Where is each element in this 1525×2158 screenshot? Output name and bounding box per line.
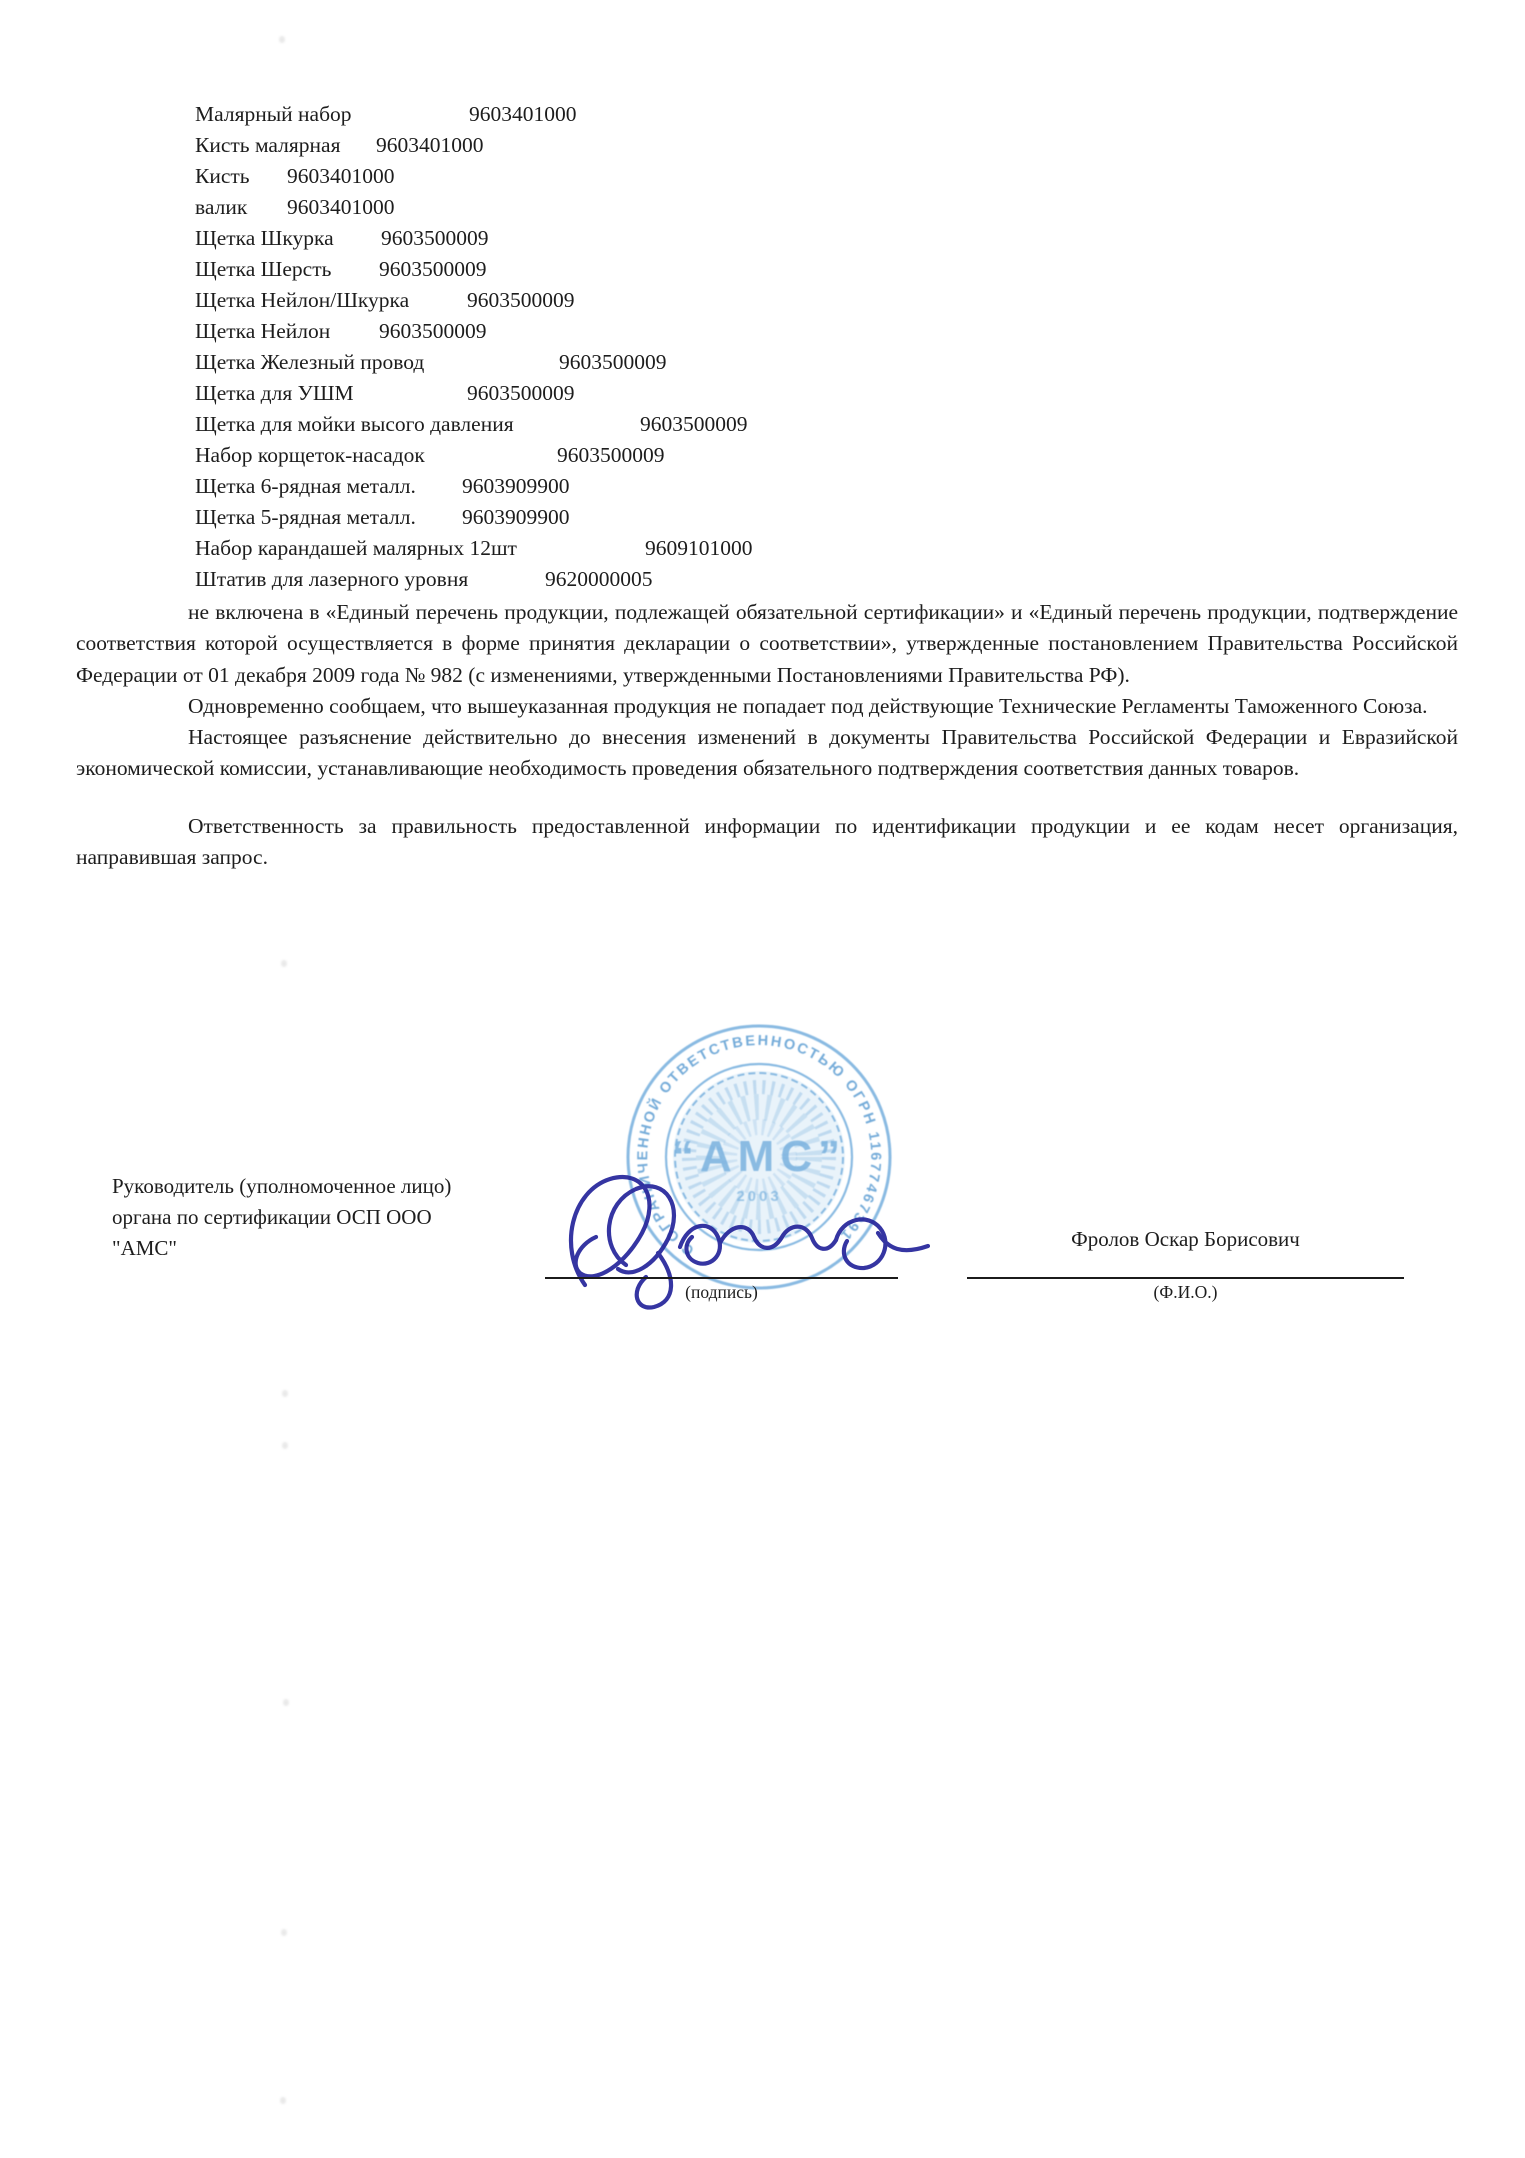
product-name: Щетка Нейлон/Шкурка: [195, 288, 410, 312]
signer-role-line: Руководитель (уполномоченное лицо): [112, 1174, 452, 1198]
paragraph-responsibility: Ответственность за правильность предоставленной информации по идентификации продукции и ее кодам несет организация, направившая запрос.: [76, 813, 1458, 870]
signer-name: Фролов Оскар Борисович: [1071, 1227, 1300, 1251]
hs-code: 9603500009: [381, 226, 489, 250]
product-item-row: [0, 378, 1525, 409]
name-line: [967, 1277, 1404, 1279]
product-name: Щетка 5-рядная металл.: [195, 505, 416, 529]
paragraph-validity: Настоящее разъяснение действительно до внесения изменений в документы Правительства Российской Федерации и Евразийской экономической комиссии, устанавливающие необходимость проведения обязательного подтверждения соответствия данных товаров.: [76, 725, 1458, 781]
product-name: Набор карандашей малярных 12шт: [195, 536, 517, 560]
scan-artifact: [283, 1699, 289, 1706]
hs-code: 9603500009: [379, 257, 487, 281]
hs-code: 9603500009: [379, 319, 487, 343]
product-item-row: [0, 502, 1525, 533]
product-item-row: [0, 316, 1525, 347]
product-name: Щетка для УШМ: [195, 381, 354, 405]
signer-role-label: [112, 1171, 532, 1264]
product-item-row: [0, 471, 1525, 502]
paragraph-technical-regulations: Одновременно сообщаем, что вышеуказанная продукция не попадает под действующие Технические Регламенты Таможенного Союза.: [188, 693, 1428, 718]
signer-role-line: "АМС": [112, 1236, 177, 1260]
product-item-row: [0, 347, 1525, 378]
hs-code: 9603500009: [467, 288, 575, 312]
hs-code: 9603500009: [559, 350, 667, 374]
signature-line: [545, 1277, 898, 1279]
hs-code: 9603909900: [462, 474, 570, 498]
product-name: Щетка Шерсть: [195, 257, 332, 281]
product-item-row: [0, 254, 1525, 285]
product-list: [0, 99, 1525, 595]
scan-artifact: [282, 1442, 288, 1449]
name-caption: (Ф.И.О.): [1153, 1282, 1218, 1302]
stamp-inner-text: 2003: [736, 1188, 782, 1205]
scan-artifact: [281, 960, 287, 967]
hs-code: 9603909900: [462, 505, 570, 529]
signer-role-line: органа по сертификации ОСП ООО: [112, 1205, 432, 1229]
scan-artifact: [281, 1929, 287, 1936]
signature-caption: (подпись): [685, 1282, 758, 1302]
hs-code: 9603500009: [467, 381, 575, 405]
hs-code: 9603401000: [376, 133, 484, 157]
document-content: [0, 0, 1525, 873]
product-item-row: [0, 564, 1525, 595]
product-name: Штатив для лазерного уровня: [195, 567, 469, 591]
product-name: Малярный набор: [195, 102, 352, 126]
product-item-row: [0, 223, 1525, 254]
scan-artifact: [282, 1390, 288, 1397]
hs-code: 9603500009: [557, 443, 665, 467]
product-name: Щетка Шкурка: [195, 226, 334, 250]
product-item-row: [0, 130, 1525, 161]
hs-code: 9603401000: [469, 102, 577, 126]
product-item-row: [0, 285, 1525, 316]
hs-code: 9603500009: [640, 412, 748, 436]
stamp-ring-text: С ОГРАНИЧЕННОЙ ОТВЕТСТВЕННОСТЬЮ ОГРН 11677467391: [635, 1032, 884, 1259]
paragraph-certification: не включена в «Единый перечень продукции, подлежащей обязательной сертификации» и «Единый перечень продукции, подтверждение соответствия которой осуществляется в форме принятия декларации о соответствии», утвержденные постановлением Правительства Российской Федерации от 01 декабря 2009 года № 982 (с изменениями, утвержденными Постановлениями Правительства РФ).: [76, 600, 1458, 687]
scan-artifact: [279, 36, 285, 43]
hs-code: 9603401000: [287, 195, 395, 219]
product-item-row: [0, 533, 1525, 564]
stamp-center-text: “АМС”: [671, 1132, 847, 1181]
product-item-row: [0, 440, 1525, 471]
hs-code: 9603401000: [287, 164, 395, 188]
product-name: Кисть: [195, 164, 250, 188]
product-item-row: [0, 99, 1525, 130]
product-name: Щетка Железный провод: [195, 350, 425, 374]
product-name: Кисть малярная: [195, 133, 341, 157]
product-name: Щетка Нейлон: [195, 319, 331, 343]
product-item-row: [0, 409, 1525, 440]
hs-code: 9620000005: [545, 567, 653, 591]
scan-artifact: [280, 2097, 286, 2104]
hs-code: 9609101000: [645, 536, 753, 560]
product-item-row: [0, 192, 1525, 223]
product-name: Щетка для мойки высого давления: [195, 412, 514, 436]
product-name: Щетка 6-рядная металл.: [195, 474, 416, 498]
body-text: [76, 597, 1458, 873]
product-item-row: [0, 161, 1525, 192]
product-name: валик: [195, 195, 248, 219]
product-name: Набор корщеток-насадок: [195, 443, 425, 467]
